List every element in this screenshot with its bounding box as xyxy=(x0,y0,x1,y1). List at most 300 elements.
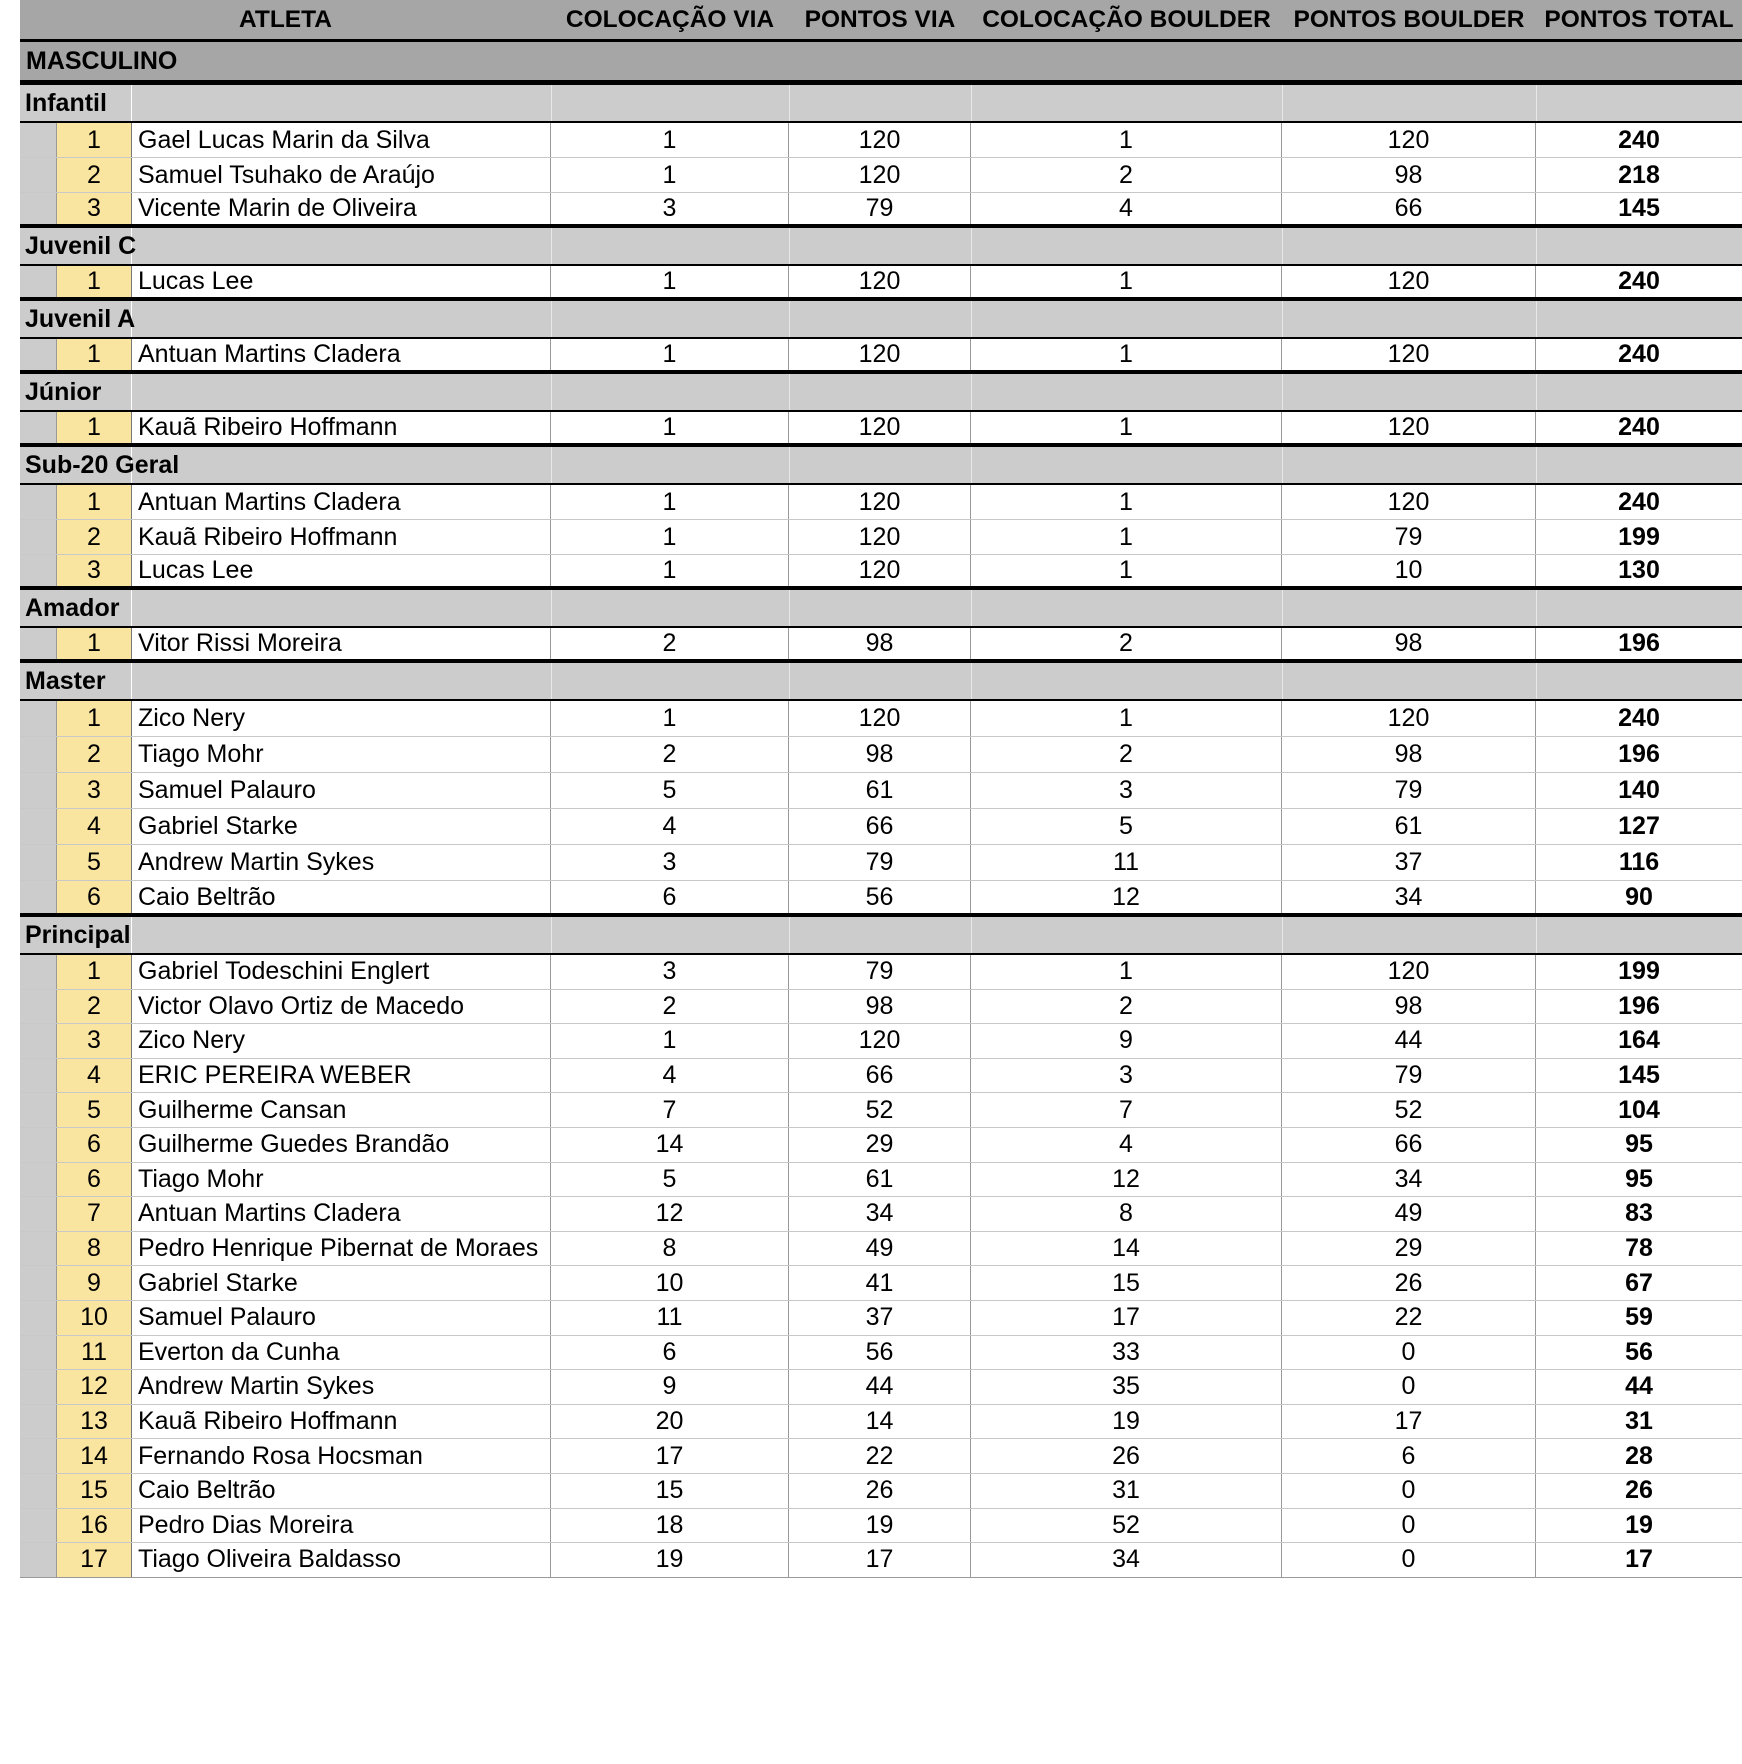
athlete-name-cell[interactable]: Samuel Palauro xyxy=(132,1301,551,1335)
colocacao-boulder-cell[interactable]: 14 xyxy=(971,1232,1282,1266)
pontos-total-cell[interactable]: 56 xyxy=(1625,1337,1653,1366)
colocacao-boulder-cell[interactable]: 1 xyxy=(971,701,1282,736)
colocacao-via-cell[interactable]: 1 xyxy=(551,701,789,736)
row-gutter-cell[interactable] xyxy=(20,1197,57,1231)
pontos-total-cell[interactable]: 240 xyxy=(1618,340,1660,368)
pontos-total-cell[interactable]: 28 xyxy=(1625,1441,1653,1470)
pontos-boulder-cell[interactable]: 120 xyxy=(1282,412,1536,443)
pontos-total-cell[interactable]: 164 xyxy=(1618,1026,1660,1055)
pontos-via-cell[interactable]: 120 xyxy=(789,555,971,586)
pontos-via-cell[interactable]: 34 xyxy=(789,1197,971,1231)
row-gutter-cell[interactable] xyxy=(20,123,57,157)
pontos-boulder-cell[interactable]: 29 xyxy=(1282,1232,1536,1266)
pontos-total-cell[interactable]: 145 xyxy=(1618,1061,1660,1090)
pontos-boulder-cell[interactable]: 120 xyxy=(1282,485,1536,519)
rank-cell[interactable]: 6 xyxy=(57,881,132,913)
pontos-boulder-cell[interactable]: 17 xyxy=(1282,1405,1536,1439)
pontos-total-cell[interactable]: 17 xyxy=(1625,1545,1653,1574)
column-header-pontos-total[interactable]: PONTOS TOTAL xyxy=(1544,5,1734,33)
rank-cell[interactable]: 15 xyxy=(57,1474,132,1508)
colocacao-boulder-cell[interactable]: 1 xyxy=(971,485,1282,519)
colocacao-via-cell[interactable]: 11 xyxy=(551,1301,789,1335)
row-gutter-cell[interactable] xyxy=(20,881,57,913)
athlete-name-cell[interactable]: Kauã Ribeiro Hoffmann xyxy=(132,1405,551,1439)
pontos-via-cell[interactable]: 120 xyxy=(789,412,971,443)
colocacao-boulder-cell[interactable]: 5 xyxy=(971,809,1282,844)
athlete-name-cell[interactable]: Andrew Martin Sykes xyxy=(132,845,551,880)
colocacao-via-cell[interactable]: 6 xyxy=(551,1336,789,1370)
pontos-total-cell[interactable]: 127 xyxy=(1618,812,1660,840)
rank-cell[interactable]: 1 xyxy=(57,266,132,297)
athlete-name-cell[interactable]: Fernando Rosa Hocsman xyxy=(132,1439,551,1473)
athlete-name-cell[interactable]: Zico Nery xyxy=(132,701,551,736)
row-gutter-cell[interactable] xyxy=(20,628,57,659)
pontos-via-cell[interactable]: 17 xyxy=(789,1543,971,1577)
rank-cell[interactable]: 9 xyxy=(57,1266,132,1300)
rank-cell[interactable]: 14 xyxy=(57,1439,132,1473)
row-gutter-cell[interactable] xyxy=(20,809,57,844)
rank-cell[interactable]: 1 xyxy=(57,701,132,736)
rank-cell[interactable]: 1 xyxy=(57,339,132,370)
colocacao-boulder-cell[interactable]: 8 xyxy=(971,1197,1282,1231)
row-gutter-cell[interactable] xyxy=(20,773,57,808)
row-gutter-cell[interactable] xyxy=(20,339,57,370)
pontos-total-cell[interactable]: 240 xyxy=(1618,704,1660,732)
athlete-name-cell[interactable]: Pedro Dias Moreira xyxy=(132,1509,551,1543)
athlete-name-cell[interactable]: Guilherme Guedes Brandão xyxy=(132,1128,551,1162)
rank-cell[interactable]: 3 xyxy=(57,555,132,586)
pontos-boulder-cell[interactable]: 120 xyxy=(1282,955,1536,989)
pontos-via-cell[interactable]: 52 xyxy=(789,1093,971,1127)
pontos-via-cell[interactable]: 41 xyxy=(789,1266,971,1300)
table-row[interactable] xyxy=(20,1232,1742,1267)
pontos-via-cell[interactable]: 120 xyxy=(789,520,971,554)
athlete-name-cell[interactable]: Vicente Marin de Oliveira xyxy=(132,193,551,224)
pontos-via-cell[interactable]: 120 xyxy=(789,339,971,370)
colocacao-via-cell[interactable]: 15 xyxy=(551,1474,789,1508)
rank-cell[interactable]: 7 xyxy=(57,1197,132,1231)
colocacao-via-cell[interactable]: 2 xyxy=(551,990,789,1024)
pontos-total-cell[interactable]: 95 xyxy=(1625,1130,1653,1159)
colocacao-boulder-cell[interactable]: 2 xyxy=(971,628,1282,659)
athlete-name-cell[interactable]: Lucas Lee xyxy=(132,555,551,586)
row-gutter-cell[interactable] xyxy=(20,1509,57,1543)
rank-cell[interactable]: 3 xyxy=(57,193,132,224)
pontos-via-cell[interactable]: 14 xyxy=(789,1405,971,1439)
pontos-total-cell[interactable]: 67 xyxy=(1625,1268,1653,1297)
rank-cell[interactable]: 12 xyxy=(57,1370,132,1404)
table-row[interactable] xyxy=(20,737,1742,773)
colocacao-via-cell[interactable]: 5 xyxy=(551,1163,789,1197)
table-row[interactable] xyxy=(20,628,1742,663)
pontos-total-cell[interactable]: 95 xyxy=(1625,1164,1653,1193)
pontos-via-cell[interactable]: 120 xyxy=(789,266,971,297)
colocacao-via-cell[interactable]: 6 xyxy=(551,881,789,913)
colocacao-boulder-cell[interactable]: 4 xyxy=(971,193,1282,224)
pontos-total-cell[interactable]: 196 xyxy=(1618,629,1660,657)
column-header-pontos-via[interactable]: PONTOS VIA xyxy=(804,5,956,33)
pontos-total-cell[interactable]: 240 xyxy=(1618,267,1660,295)
pontos-boulder-cell[interactable]: 49 xyxy=(1282,1197,1536,1231)
row-gutter-cell[interactable] xyxy=(20,1163,57,1197)
table-row[interactable] xyxy=(20,845,1742,881)
row-gutter-cell[interactable] xyxy=(20,1370,57,1404)
row-gutter-cell[interactable] xyxy=(20,1266,57,1300)
athlete-name-cell[interactable]: Gabriel Starke xyxy=(132,809,551,844)
pontos-total-cell[interactable]: 240 xyxy=(1618,413,1660,441)
pontos-via-cell[interactable]: 26 xyxy=(789,1474,971,1508)
colocacao-boulder-cell[interactable]: 31 xyxy=(971,1474,1282,1508)
pontos-boulder-cell[interactable]: 120 xyxy=(1282,266,1536,297)
colocacao-via-cell[interactable]: 1 xyxy=(551,412,789,443)
colocacao-boulder-cell[interactable]: 2 xyxy=(971,158,1282,192)
colocacao-boulder-cell[interactable]: 12 xyxy=(971,881,1282,913)
table-row[interactable] xyxy=(20,520,1742,555)
pontos-via-cell[interactable]: 66 xyxy=(789,1059,971,1093)
row-gutter-cell[interactable] xyxy=(20,845,57,880)
athlete-name-cell[interactable]: Lucas Lee xyxy=(132,266,551,297)
rank-cell[interactable]: 5 xyxy=(57,845,132,880)
row-gutter-cell[interactable] xyxy=(20,412,57,443)
pontos-boulder-cell[interactable]: 120 xyxy=(1282,123,1536,157)
pontos-total-cell[interactable]: 130 xyxy=(1618,556,1660,584)
colocacao-boulder-cell[interactable]: 26 xyxy=(971,1439,1282,1473)
rank-cell[interactable]: 1 xyxy=(57,485,132,519)
pontos-boulder-cell[interactable]: 98 xyxy=(1282,737,1536,772)
pontos-boulder-cell[interactable]: 98 xyxy=(1282,628,1536,659)
row-gutter-cell[interactable] xyxy=(20,1439,57,1473)
table-row[interactable] xyxy=(20,485,1742,520)
pontos-via-cell[interactable]: 19 xyxy=(789,1509,971,1543)
pontos-via-cell[interactable]: 61 xyxy=(789,773,971,808)
row-gutter-cell[interactable] xyxy=(20,1474,57,1508)
row-gutter-cell[interactable] xyxy=(20,1093,57,1127)
rank-cell[interactable]: 4 xyxy=(57,809,132,844)
pontos-total-cell[interactable]: 116 xyxy=(1618,848,1660,876)
row-gutter-cell[interactable] xyxy=(20,193,57,224)
pontos-boulder-cell[interactable]: 61 xyxy=(1282,809,1536,844)
table-row[interactable] xyxy=(20,1336,1742,1371)
pontos-boulder-cell[interactable]: 0 xyxy=(1282,1370,1536,1404)
athlete-name-cell[interactable]: Antuan Martins Cladera xyxy=(132,485,551,519)
colocacao-via-cell[interactable]: 20 xyxy=(551,1405,789,1439)
rank-cell[interactable]: 6 xyxy=(57,1128,132,1162)
colocacao-via-cell[interactable]: 1 xyxy=(551,555,789,586)
rank-cell[interactable]: 2 xyxy=(57,737,132,772)
colocacao-via-cell[interactable]: 1 xyxy=(551,266,789,297)
column-header-colocacao-via[interactable]: COLOCAÇÃO VIA xyxy=(565,5,775,33)
colocacao-via-cell[interactable]: 14 xyxy=(551,1128,789,1162)
row-gutter-cell[interactable] xyxy=(20,1059,57,1093)
pontos-boulder-cell[interactable]: 0 xyxy=(1282,1543,1536,1577)
pontos-total-cell[interactable]: 90 xyxy=(1625,882,1653,911)
table-row[interactable] xyxy=(20,990,1742,1025)
table-row[interactable] xyxy=(20,1405,1742,1440)
pontos-boulder-cell[interactable]: 0 xyxy=(1282,1336,1536,1370)
colocacao-boulder-cell[interactable]: 2 xyxy=(971,737,1282,772)
table-row[interactable] xyxy=(20,123,1742,158)
pontos-total-cell[interactable]: 145 xyxy=(1618,194,1660,222)
rank-cell[interactable]: 1 xyxy=(57,955,132,989)
athlete-name-cell[interactable]: Kauã Ribeiro Hoffmann xyxy=(132,520,551,554)
pontos-via-cell[interactable]: 61 xyxy=(789,1163,971,1197)
pontos-via-cell[interactable]: 79 xyxy=(789,845,971,880)
rank-cell[interactable]: 16 xyxy=(57,1509,132,1543)
pontos-via-cell[interactable]: 98 xyxy=(789,628,971,659)
rank-cell[interactable]: 4 xyxy=(57,1059,132,1093)
colocacao-boulder-cell[interactable]: 52 xyxy=(971,1509,1282,1543)
row-gutter-cell[interactable] xyxy=(20,701,57,736)
pontos-via-cell[interactable]: 37 xyxy=(789,1301,971,1335)
athlete-name-cell[interactable]: ERIC PEREIRA WEBER xyxy=(132,1059,551,1093)
row-gutter-cell[interactable] xyxy=(20,990,57,1024)
table-row[interactable] xyxy=(20,881,1742,917)
colocacao-via-cell[interactable]: 3 xyxy=(551,955,789,989)
table-row[interactable] xyxy=(20,1474,1742,1509)
pontos-via-cell[interactable]: 120 xyxy=(789,158,971,192)
pontos-boulder-cell[interactable]: 79 xyxy=(1282,520,1536,554)
colocacao-via-cell[interactable]: 3 xyxy=(551,845,789,880)
column-header-atleta[interactable]: ATLETA xyxy=(239,5,332,33)
pontos-boulder-cell[interactable]: 79 xyxy=(1282,1059,1536,1093)
pontos-total-cell[interactable]: 218 xyxy=(1618,160,1660,189)
table-row[interactable] xyxy=(20,1163,1742,1198)
row-gutter-cell[interactable] xyxy=(20,1232,57,1266)
colocacao-boulder-cell[interactable]: 19 xyxy=(971,1405,1282,1439)
pontos-boulder-cell[interactable]: 37 xyxy=(1282,845,1536,880)
pontos-via-cell[interactable]: 120 xyxy=(789,701,971,736)
athlete-name-cell[interactable]: Tiago Oliveira Baldasso xyxy=(132,1543,551,1577)
table-row[interactable] xyxy=(20,955,1742,990)
pontos-total-cell[interactable]: 83 xyxy=(1625,1199,1653,1228)
column-header-colocacao-boulder[interactable]: COLOCAÇÃO BOULDER xyxy=(982,5,1271,33)
colocacao-boulder-cell[interactable]: 34 xyxy=(971,1543,1282,1577)
rank-cell[interactable]: 2 xyxy=(57,158,132,192)
colocacao-via-cell[interactable]: 1 xyxy=(551,520,789,554)
rank-cell[interactable]: 8 xyxy=(57,1232,132,1266)
row-gutter-cell[interactable] xyxy=(20,1128,57,1162)
table-row[interactable] xyxy=(20,1439,1742,1474)
table-row[interactable] xyxy=(20,412,1742,447)
colocacao-via-cell[interactable]: 1 xyxy=(551,485,789,519)
pontos-via-cell[interactable]: 49 xyxy=(789,1232,971,1266)
pontos-total-cell[interactable]: 59 xyxy=(1625,1303,1653,1332)
colocacao-via-cell[interactable]: 3 xyxy=(551,193,789,224)
table-row[interactable] xyxy=(20,773,1742,809)
athlete-name-cell[interactable]: Samuel Palauro xyxy=(132,773,551,808)
pontos-boulder-cell[interactable]: 66 xyxy=(1282,1128,1536,1162)
rank-cell[interactable]: 1 xyxy=(57,123,132,157)
athlete-name-cell[interactable]: Gael Lucas Marin da Silva xyxy=(132,123,551,157)
pontos-via-cell[interactable]: 56 xyxy=(789,1336,971,1370)
pontos-total-cell[interactable]: 19 xyxy=(1625,1510,1653,1539)
colocacao-boulder-cell[interactable]: 11 xyxy=(971,845,1282,880)
row-gutter-cell[interactable] xyxy=(20,1336,57,1370)
pontos-boulder-cell[interactable]: 52 xyxy=(1282,1093,1536,1127)
athlete-name-cell[interactable]: Vitor Rissi Moreira xyxy=(132,628,551,659)
column-header-pontos-boulder[interactable]: PONTOS BOULDER xyxy=(1293,5,1525,33)
rank-cell[interactable]: 10 xyxy=(57,1301,132,1335)
pontos-via-cell[interactable]: 120 xyxy=(789,1024,971,1058)
pontos-via-cell[interactable]: 22 xyxy=(789,1439,971,1473)
row-gutter-cell[interactable] xyxy=(20,955,57,989)
pontos-total-cell[interactable]: 104 xyxy=(1618,1095,1660,1124)
colocacao-boulder-cell[interactable]: 1 xyxy=(971,123,1282,157)
colocacao-boulder-cell[interactable]: 33 xyxy=(971,1336,1282,1370)
colocacao-boulder-cell[interactable]: 3 xyxy=(971,773,1282,808)
colocacao-via-cell[interactable]: 4 xyxy=(551,809,789,844)
colocacao-boulder-cell[interactable]: 7 xyxy=(971,1093,1282,1127)
pontos-boulder-cell[interactable]: 98 xyxy=(1282,158,1536,192)
pontos-boulder-cell[interactable]: 98 xyxy=(1282,990,1536,1024)
row-gutter-cell[interactable] xyxy=(20,485,57,519)
pontos-total-cell[interactable]: 240 xyxy=(1618,487,1660,516)
athlete-name-cell[interactable]: Victor Olavo Ortiz de Macedo xyxy=(132,990,551,1024)
pontos-total-cell[interactable]: 78 xyxy=(1625,1234,1653,1263)
pontos-via-cell[interactable]: 98 xyxy=(789,737,971,772)
pontos-total-cell[interactable]: 44 xyxy=(1625,1372,1653,1401)
colocacao-via-cell[interactable]: 7 xyxy=(551,1093,789,1127)
pontos-total-cell[interactable]: 199 xyxy=(1618,522,1660,551)
athlete-name-cell[interactable]: Gabriel Starke xyxy=(132,1266,551,1300)
table-row[interactable] xyxy=(20,1509,1742,1544)
colocacao-boulder-cell[interactable]: 1 xyxy=(971,520,1282,554)
colocacao-via-cell[interactable]: 17 xyxy=(551,1439,789,1473)
athlete-name-cell[interactable]: Tiago Mohr xyxy=(132,737,551,772)
pontos-via-cell[interactable]: 79 xyxy=(789,193,971,224)
colocacao-via-cell[interactable]: 10 xyxy=(551,1266,789,1300)
table-row[interactable] xyxy=(20,158,1742,193)
colocacao-via-cell[interactable]: 5 xyxy=(551,773,789,808)
table-row[interactable] xyxy=(20,1370,1742,1405)
rank-cell[interactable]: 17 xyxy=(57,1543,132,1577)
athlete-name-cell[interactable]: Zico Nery xyxy=(132,1024,551,1058)
pontos-total-cell[interactable]: 140 xyxy=(1618,776,1660,804)
pontos-via-cell[interactable]: 98 xyxy=(789,990,971,1024)
colocacao-boulder-cell[interactable]: 9 xyxy=(971,1024,1282,1058)
colocacao-boulder-cell[interactable]: 1 xyxy=(971,339,1282,370)
athlete-name-cell[interactable]: Gabriel Todeschini Englert xyxy=(132,955,551,989)
table-row[interactable] xyxy=(20,1024,1742,1059)
table-row[interactable] xyxy=(20,809,1742,845)
table-row[interactable] xyxy=(20,1093,1742,1128)
pontos-boulder-cell[interactable]: 22 xyxy=(1282,1301,1536,1335)
athlete-name-cell[interactable]: Caio Beltrão xyxy=(132,1474,551,1508)
pontos-total-cell[interactable]: 240 xyxy=(1618,125,1660,154)
row-gutter-cell[interactable] xyxy=(20,158,57,192)
table-row[interactable] xyxy=(20,1059,1742,1094)
table-row[interactable] xyxy=(20,193,1742,228)
pontos-via-cell[interactable]: 44 xyxy=(789,1370,971,1404)
colocacao-via-cell[interactable]: 1 xyxy=(551,339,789,370)
colocacao-via-cell[interactable]: 1 xyxy=(551,158,789,192)
colocacao-boulder-cell[interactable]: 1 xyxy=(971,555,1282,586)
table-row[interactable] xyxy=(20,1266,1742,1301)
colocacao-via-cell[interactable]: 1 xyxy=(551,123,789,157)
colocacao-via-cell[interactable]: 19 xyxy=(551,1543,789,1577)
row-gutter-cell[interactable] xyxy=(20,1301,57,1335)
table-row[interactable] xyxy=(20,1128,1742,1163)
row-gutter-cell[interactable] xyxy=(20,555,57,586)
pontos-via-cell[interactable]: 56 xyxy=(789,881,971,913)
pontos-total-cell[interactable]: 199 xyxy=(1618,957,1660,986)
colocacao-via-cell[interactable]: 4 xyxy=(551,1059,789,1093)
pontos-boulder-cell[interactable]: 6 xyxy=(1282,1439,1536,1473)
table-row[interactable] xyxy=(20,266,1742,301)
pontos-boulder-cell[interactable]: 34 xyxy=(1282,1163,1536,1197)
colocacao-boulder-cell[interactable]: 17 xyxy=(971,1301,1282,1335)
pontos-boulder-cell[interactable]: 120 xyxy=(1282,701,1536,736)
pontos-boulder-cell[interactable]: 26 xyxy=(1282,1266,1536,1300)
pontos-boulder-cell[interactable]: 0 xyxy=(1282,1474,1536,1508)
table-row[interactable] xyxy=(20,555,1742,590)
pontos-via-cell[interactable]: 120 xyxy=(789,485,971,519)
pontos-boulder-cell[interactable]: 120 xyxy=(1282,339,1536,370)
pontos-via-cell[interactable]: 79 xyxy=(789,955,971,989)
rank-cell[interactable]: 1 xyxy=(57,628,132,659)
colocacao-boulder-cell[interactable]: 1 xyxy=(971,955,1282,989)
colocacao-via-cell[interactable]: 1 xyxy=(551,1024,789,1058)
pontos-boulder-cell[interactable]: 34 xyxy=(1282,881,1536,913)
pontos-boulder-cell[interactable]: 10 xyxy=(1282,555,1536,586)
rank-cell[interactable]: 11 xyxy=(57,1336,132,1370)
row-gutter-cell[interactable] xyxy=(20,520,57,554)
colocacao-boulder-cell[interactable]: 1 xyxy=(971,412,1282,443)
colocacao-boulder-cell[interactable]: 1 xyxy=(971,266,1282,297)
athlete-name-cell[interactable]: Kauã Ribeiro Hoffmann xyxy=(132,412,551,443)
athlete-name-cell[interactable]: Guilherme Cansan xyxy=(132,1093,551,1127)
row-gutter-cell[interactable] xyxy=(20,266,57,297)
row-gutter-cell[interactable] xyxy=(20,1024,57,1058)
pontos-via-cell[interactable]: 66 xyxy=(789,809,971,844)
colocacao-via-cell[interactable]: 9 xyxy=(551,1370,789,1404)
athlete-name-cell[interactable]: Pedro Henrique Pibernat de Moraes xyxy=(132,1232,551,1266)
colocacao-boulder-cell[interactable]: 12 xyxy=(971,1163,1282,1197)
colocacao-boulder-cell[interactable]: 2 xyxy=(971,990,1282,1024)
rank-cell[interactable]: 13 xyxy=(57,1405,132,1439)
rank-cell[interactable]: 3 xyxy=(57,1024,132,1058)
rank-cell[interactable]: 3 xyxy=(57,773,132,808)
colocacao-via-cell[interactable]: 2 xyxy=(551,737,789,772)
pontos-total-cell[interactable]: 196 xyxy=(1618,740,1660,768)
athlete-name-cell[interactable]: Andrew Martin Sykes xyxy=(132,1370,551,1404)
athlete-name-cell[interactable]: Samuel Tsuhako de Araújo xyxy=(132,158,551,192)
pontos-total-cell[interactable]: 31 xyxy=(1625,1407,1653,1436)
rank-cell[interactable]: 2 xyxy=(57,990,132,1024)
rank-cell[interactable]: 1 xyxy=(57,412,132,443)
pontos-boulder-cell[interactable]: 44 xyxy=(1282,1024,1536,1058)
athlete-name-cell[interactable]: Antuan Martins Cladera xyxy=(132,339,551,370)
colocacao-via-cell[interactable]: 8 xyxy=(551,1232,789,1266)
colocacao-boulder-cell[interactable]: 4 xyxy=(971,1128,1282,1162)
colocacao-via-cell[interactable]: 2 xyxy=(551,628,789,659)
colocacao-via-cell[interactable]: 18 xyxy=(551,1509,789,1543)
pontos-boulder-cell[interactable]: 66 xyxy=(1282,193,1536,224)
pontos-via-cell[interactable]: 120 xyxy=(789,123,971,157)
colocacao-boulder-cell[interactable]: 35 xyxy=(971,1370,1282,1404)
rank-cell[interactable]: 2 xyxy=(57,520,132,554)
row-gutter-cell[interactable] xyxy=(20,737,57,772)
table-row[interactable] xyxy=(20,1301,1742,1336)
table-row[interactable] xyxy=(20,701,1742,737)
athlete-name-cell[interactable]: Tiago Mohr xyxy=(132,1163,551,1197)
athlete-name-cell[interactable]: Everton da Cunha xyxy=(132,1336,551,1370)
pontos-boulder-cell[interactable]: 0 xyxy=(1282,1509,1536,1543)
colocacao-via-cell[interactable]: 12 xyxy=(551,1197,789,1231)
table-row[interactable] xyxy=(20,339,1742,374)
pontos-via-cell[interactable]: 29 xyxy=(789,1128,971,1162)
colocacao-boulder-cell[interactable]: 3 xyxy=(971,1059,1282,1093)
